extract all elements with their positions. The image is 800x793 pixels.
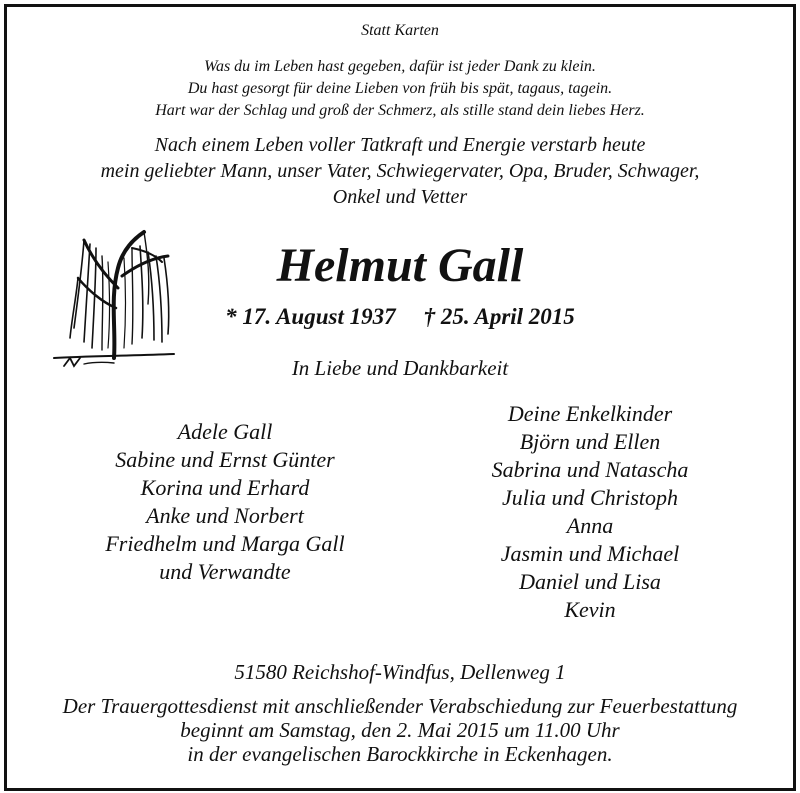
service-line-3: in der evangelischen Barockkirche in Eckenhagen. <box>187 742 613 766</box>
mourner-entry: Kevin <box>564 597 616 622</box>
mourner-entry: und Verwandte <box>159 559 291 584</box>
mourner-entry: Korina und Erhard <box>140 475 310 500</box>
poem-line-2: Du hast gesorgt für deine Lieben von früh bis spät, tagaus, tagein. <box>187 80 613 97</box>
poem-line-1: Was du im Leben hast gegeben, dafür ist jeder Dank zu klein. <box>204 58 596 75</box>
mourner-entry: Sabine und Ernst Günter <box>115 447 335 472</box>
mourner-entry: Björn und Ellen <box>519 429 661 454</box>
mourner-entry: Daniel und Lisa <box>519 569 661 594</box>
birth-date: * 17. August 1937 <box>225 304 396 329</box>
address: 51580 Reichshof-Windfus, Dellenweg 1 <box>234 660 566 684</box>
mourner-entry: Anke und Norbert <box>146 503 304 528</box>
mourner-entry: Deine Enkelkinder <box>507 401 673 426</box>
mourner-entry: Friedhelm und Marga Gall <box>105 531 345 556</box>
service-line-2: beginnt am Samstag, den 2. Mai 2015 um 11.00 Uhr <box>180 718 620 742</box>
poem-line-3: Hart war der Schlag und groß der Schmerz, als stille stand dein liebes Herz. <box>155 102 645 119</box>
deceased-name: Helmut Gall <box>276 239 524 292</box>
life-dates <box>0 304 800 330</box>
mourner-entry: Sabrina und Natascha <box>491 457 689 482</box>
mourners-left-list <box>60 418 390 586</box>
death-date: † 25. April 2015 <box>423 304 575 329</box>
mourners-right-list <box>440 400 740 624</box>
mourner-entry: Anna <box>566 513 614 538</box>
intro-line-3: Onkel und Vetter <box>332 186 468 208</box>
intro-line-2: mein geliebter Mann, unser Vater, Schwiegervater, Opa, Bruder, Schwager, <box>100 160 700 182</box>
mourner-entry: Adele Gall <box>177 419 273 444</box>
statt-karten: Statt Karten <box>361 22 439 39</box>
mourner-entry: Julia und Christoph <box>501 485 678 510</box>
intro-line-1: Nach einem Leben voller Tatkraft und Energie verstarb heute <box>154 134 646 156</box>
mourner-entry: Jasmin und Michael <box>500 541 680 566</box>
love-line: In Liebe und Dankbarkeit <box>291 356 509 380</box>
service-line-1: Der Trauergottesdienst mit anschließender Verabschiedung zur Feuerbestattung <box>62 694 738 718</box>
